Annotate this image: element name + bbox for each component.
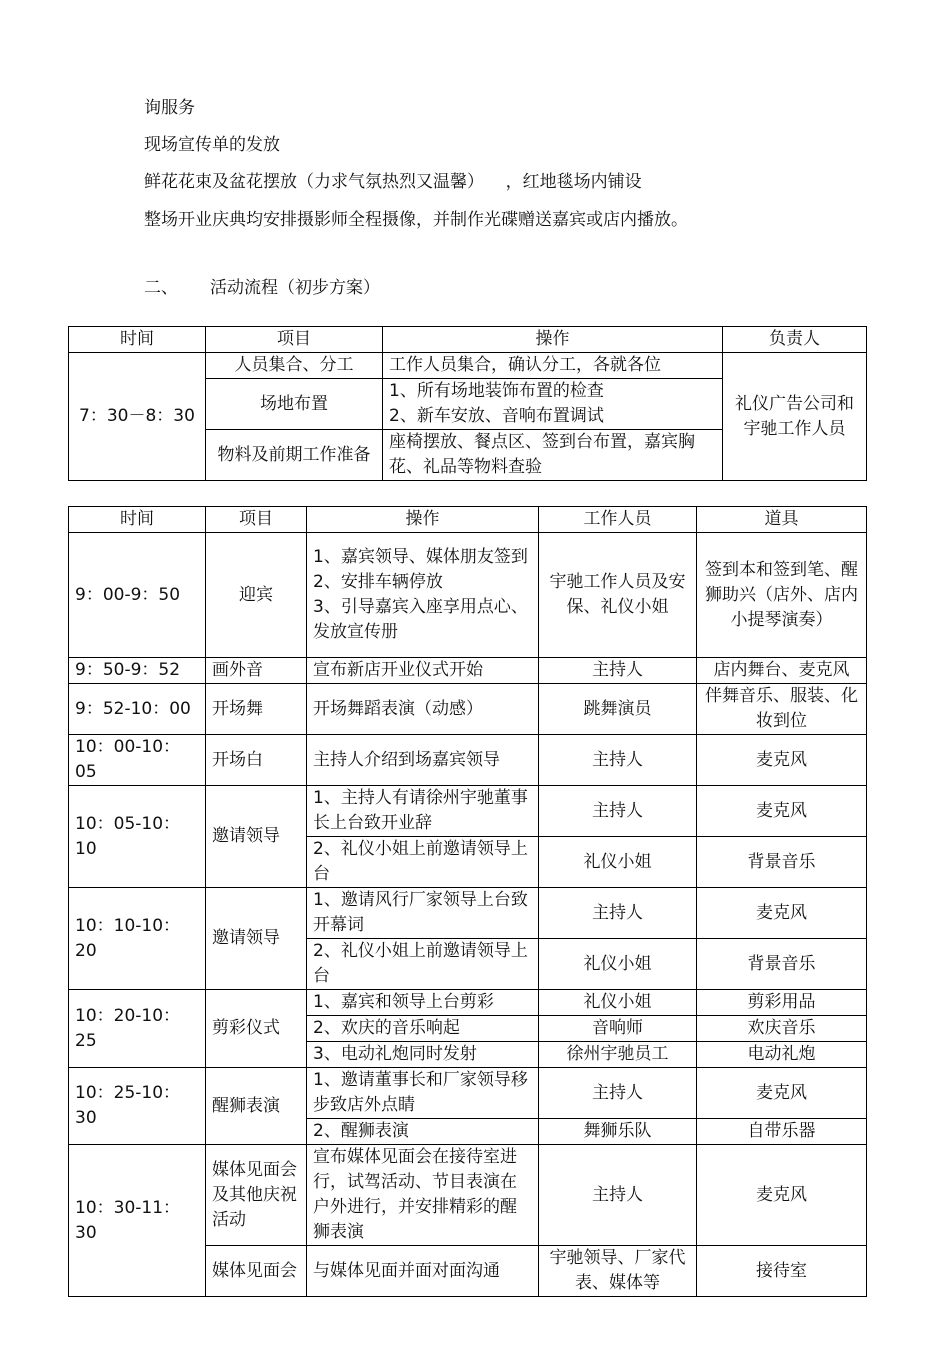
cell-staff: 礼仪小姐 (539, 939, 697, 990)
cell-staff: 徐州宇驰员工 (539, 1042, 697, 1068)
cell-props: 背景音乐 (697, 837, 867, 888)
cell-props: 背景音乐 (697, 939, 867, 990)
table-row (69, 533, 867, 658)
cell-item: 物料及前期工作准备 (206, 430, 383, 481)
cell-operation: 宣布新店开业仪式开始 (307, 658, 539, 684)
cell-props: 电动礼炮 (697, 1042, 867, 1068)
cell-staff: 舞狮乐队 (539, 1119, 697, 1145)
cell-props: 伴舞音乐、服装、化妆到位 (697, 684, 867, 735)
cell-staff: 音响师 (539, 1016, 697, 1042)
cell-item: 媒体见面会 (206, 1246, 307, 1297)
cell-item: 迎宾 (206, 533, 307, 658)
cell-item: 邀请领导 (206, 786, 307, 888)
header-time: 时间 (69, 327, 206, 353)
cell-operation: 1、嘉宾和领导上台剪彩 (307, 990, 539, 1016)
cell-staff: 主持人 (539, 1068, 697, 1119)
cell-time: 10：20-10：25 (69, 990, 206, 1068)
cell-item: 醒狮表演 (206, 1068, 307, 1145)
cell-operation: 1、嘉宾领导、媒体朋友签到 2、安排车辆停放 3、引导嘉宾入座享用点心、发放宣传册 (307, 533, 539, 658)
cell-staff: 主持人 (539, 735, 697, 786)
cell-operation: 工作人员集合，确认分工，各就各位 (383, 353, 723, 379)
paragraph-1: 询服务 (144, 98, 195, 118)
paragraph-3: 鲜花花束及盆花摆放（力求气氛热烈又温馨） ，红地毯场内铺设 (144, 172, 642, 192)
table-row (69, 684, 867, 735)
cell-operation: 1、邀请风行厂家领导上台致开幕词 (307, 888, 539, 939)
cell-operation: 与媒体见面并面对面沟通 (307, 1246, 539, 1297)
header-responsible: 负责人 (723, 327, 867, 353)
header-item: 项目 (206, 507, 307, 533)
table-row (69, 658, 867, 684)
cell-staff: 宇驰领导、厂家代表、媒体等 (539, 1246, 697, 1297)
cell-operation: 宣布媒体见面会在接待室进行，试驾活动、节目表演在户外进行，并安排精彩的醒狮表演 (307, 1145, 539, 1246)
cell-props: 麦克风 (697, 1145, 867, 1246)
cell-time: 7：30－8：30 (69, 353, 206, 481)
cell-props: 剪彩用品 (697, 990, 867, 1016)
cell-props: 自带乐器 (697, 1119, 867, 1145)
cell-item: 画外音 (206, 658, 307, 684)
cell-item: 人员集合、分工 (206, 353, 383, 379)
cell-item: 开场白 (206, 735, 307, 786)
paragraph-2: 现场宣传单的发放 (144, 135, 280, 155)
cell-operation: 主持人介绍到场嘉宾领导 (307, 735, 539, 786)
schedule-table-ceremony (68, 506, 867, 1297)
cell-operation: 2、礼仪小姐上前邀请领导上台 (307, 939, 539, 990)
cell-operation: 2、欢庆的音乐响起 (307, 1016, 539, 1042)
table-header-row (69, 507, 867, 533)
cell-props: 签到本和签到笔、醒狮助兴（店外、店内小提琴演奏） (697, 533, 867, 658)
cell-props: 麦克风 (697, 1068, 867, 1119)
cell-time: 10：00-10：05 (69, 735, 206, 786)
cell-operation: 1、所有场地装饰布置的检查 2、新车安放、音响布置调试 (383, 379, 723, 430)
cell-operation: 1、主持人有请徐州宇驰董事长上台致开业辞 (307, 786, 539, 837)
cell-responsible: 礼仪广告公司和宇驰工作人员 (723, 353, 867, 481)
cell-item: 媒体见面会及其他庆祝活动 (206, 1145, 307, 1246)
cell-operation: 2、醒狮表演 (307, 1119, 539, 1145)
cell-operation: 3、电动礼炮同时发射 (307, 1042, 539, 1068)
cell-time: 9：50-9：52 (69, 658, 206, 684)
cell-time: 10：05-10：10 (69, 786, 206, 888)
cell-operation: 2、礼仪小姐上前邀请领导上台 (307, 837, 539, 888)
cell-staff: 礼仪小姐 (539, 837, 697, 888)
cell-time: 9：00-9：50 (69, 533, 206, 658)
section-number: 二、 (144, 278, 178, 298)
table-row (69, 990, 867, 1016)
cell-time: 10：25-10：30 (69, 1068, 206, 1145)
cell-staff: 宇驰工作人员及安保、礼仪小姐 (539, 533, 697, 658)
table-row (69, 888, 867, 939)
table-row (69, 735, 867, 786)
cell-item: 场地布置 (206, 379, 383, 430)
cell-props: 麦克风 (697, 735, 867, 786)
cell-item: 开场舞 (206, 684, 307, 735)
cell-props: 欢庆音乐 (697, 1016, 867, 1042)
header-staff: 工作人员 (539, 507, 697, 533)
table-row (69, 353, 867, 379)
cell-staff: 主持人 (539, 658, 697, 684)
cell-time: 9：52-10：00 (69, 684, 206, 735)
cell-staff: 主持人 (539, 1145, 697, 1246)
cell-item: 剪彩仪式 (206, 990, 307, 1068)
cell-item: 邀请领导 (206, 888, 307, 990)
header-operation: 操作 (383, 327, 723, 353)
cell-props: 麦克风 (697, 786, 867, 837)
header-item: 项目 (206, 327, 383, 353)
table-header-row (69, 327, 867, 353)
cell-staff: 主持人 (539, 786, 697, 837)
cell-operation: 1、邀请董事长和厂家领导移步致店外点睛 (307, 1068, 539, 1119)
table-row (69, 786, 867, 837)
cell-staff: 礼仪小姐 (539, 990, 697, 1016)
cell-time: 10：10-10：20 (69, 888, 206, 990)
cell-operation: 座椅摆放、餐点区、签到台布置，嘉宾胸花、礼品等物料查验 (383, 430, 723, 481)
cell-operation: 开场舞蹈表演（动感） (307, 684, 539, 735)
section-title: 活动流程（初步方案） (210, 278, 380, 298)
cell-props: 店内舞台、麦克风 (697, 658, 867, 684)
cell-time: 10：30-11：30 (69, 1145, 206, 1297)
cell-props: 接待室 (697, 1246, 867, 1297)
cell-staff: 跳舞演员 (539, 684, 697, 735)
cell-props: 麦克风 (697, 888, 867, 939)
header-time: 时间 (69, 507, 206, 533)
cell-staff: 主持人 (539, 888, 697, 939)
table-row (69, 1145, 867, 1246)
table-row (69, 1068, 867, 1119)
header-props: 道具 (697, 507, 867, 533)
schedule-table-preparation (68, 326, 867, 481)
header-operation: 操作 (307, 507, 539, 533)
paragraph-4: 整场开业庆典均安排摄影师全程摄像，并制作光碟赠送嘉宾或店内播放。 (144, 210, 688, 230)
